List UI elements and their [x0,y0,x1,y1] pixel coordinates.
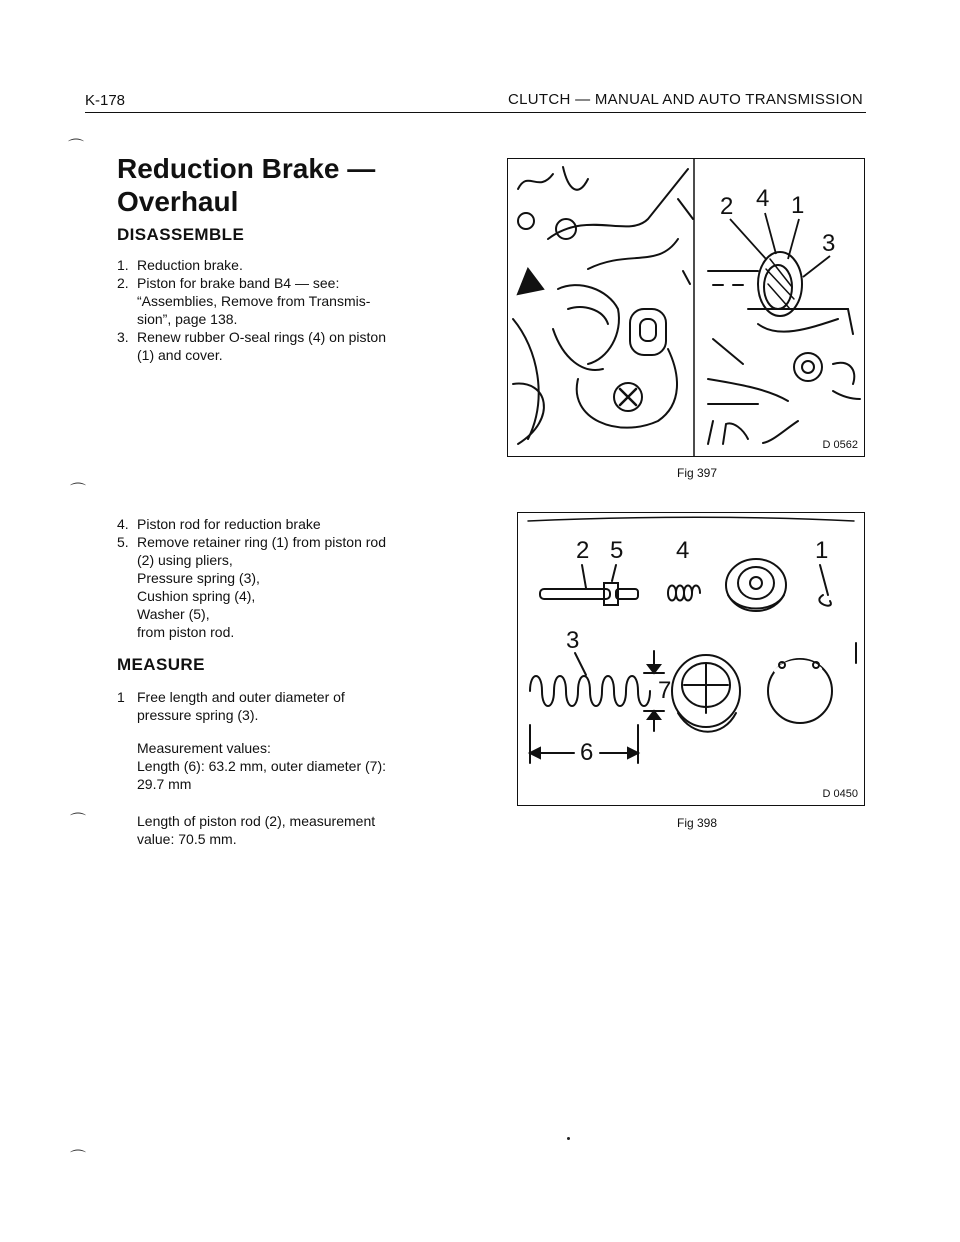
measurement-values-label: Measurement values: [137,740,271,756]
measure-steps [117,688,457,724]
piston-rod-measurement [137,812,467,848]
step-text: Pressure spring (3), [137,570,260,586]
measurement-line: Length (6): 63.2 mm, outer diameter (7): [137,758,386,774]
figure-398-caption: Fig 398 [677,816,718,830]
callout-3: 3 [822,230,836,257]
step-text: from piston rod. [137,624,235,640]
step-text: Free length and outer diameter of [137,689,345,705]
step-text: Renew rubber O-seal rings (4) on piston [137,329,387,345]
measure-step-1 [117,688,457,724]
callout-1: 1 [791,192,805,219]
step-number: 4. [117,516,129,532]
step-text: Piston rod for reduction brake [137,516,321,532]
step-text: Piston for brake band B4 — see: [137,275,340,291]
running-title: CLUTCH — MANUAL AND AUTO TRANSMISSION [508,91,864,108]
callout-1: 1 [815,537,829,564]
scan-dot [567,1137,570,1140]
step-text: (2) using pliers, [137,552,233,568]
figure-code: D 0562 [822,439,858,451]
step-number: 5. [117,534,129,550]
step-number: 3. [117,329,129,345]
step-text: (1) and cover. [137,347,223,363]
page-number: K-178 [85,92,126,109]
measurement-line: Length of piston rod (2), measurement [137,813,376,829]
scan-mark: ⌒ [70,1150,87,1167]
step-text: “Assemblies, Remove from Transmis- [137,293,371,309]
page-title [117,152,417,218]
title-line-2: Overhaul [117,186,239,217]
figure-398-illustration [518,513,864,805]
callout-4: 4 [756,185,770,212]
measurement-line: 29.7 mm [137,776,192,792]
callout-3: 3 [566,627,580,654]
figure-397 [507,158,865,457]
scan-mark: ⌒ [68,139,85,156]
scan-mark: ⌒ [70,813,87,830]
step-4 [117,515,457,533]
disassemble-heading: DISASSEMBLE [117,225,245,244]
callout-6: 6 [580,739,594,766]
callout-7: 7 [658,677,672,704]
callout-2: 2 [720,193,734,220]
step-2 [117,274,457,328]
header-rule [85,112,866,113]
callout-5: 5 [610,537,624,564]
step-text: pressure spring (3). [137,707,259,723]
measurement-values [137,757,467,793]
callout-4: 4 [676,537,690,564]
measure-heading: MEASURE [117,655,205,674]
step-1 [117,256,457,274]
figure-397-caption: Fig 397 [677,466,718,480]
step-number: 2. [117,275,129,291]
step-5 [117,533,457,641]
disassemble-steps-a [117,256,457,364]
step-3 [117,328,457,364]
step-number: 1. [117,257,129,273]
disassemble-steps-b [117,515,457,641]
scan-mark: ⌒ [70,483,87,500]
step-text: Cushion spring (4), [137,588,256,604]
title-line-1: Reduction Brake — [117,153,376,184]
step-text: Reduction brake. [137,257,243,273]
figure-397-illustration [508,159,864,456]
step-text: Remove retainer ring (1) from piston rod [137,534,386,550]
figure-398 [517,512,865,806]
measurement-line: value: 70.5 mm. [137,831,237,847]
step-text: sion”, page 138. [137,311,238,327]
callout-2: 2 [576,537,590,564]
step-number: 1 [117,689,125,705]
step-text: Washer (5), [137,606,210,622]
figure-code: D 0450 [822,788,858,800]
